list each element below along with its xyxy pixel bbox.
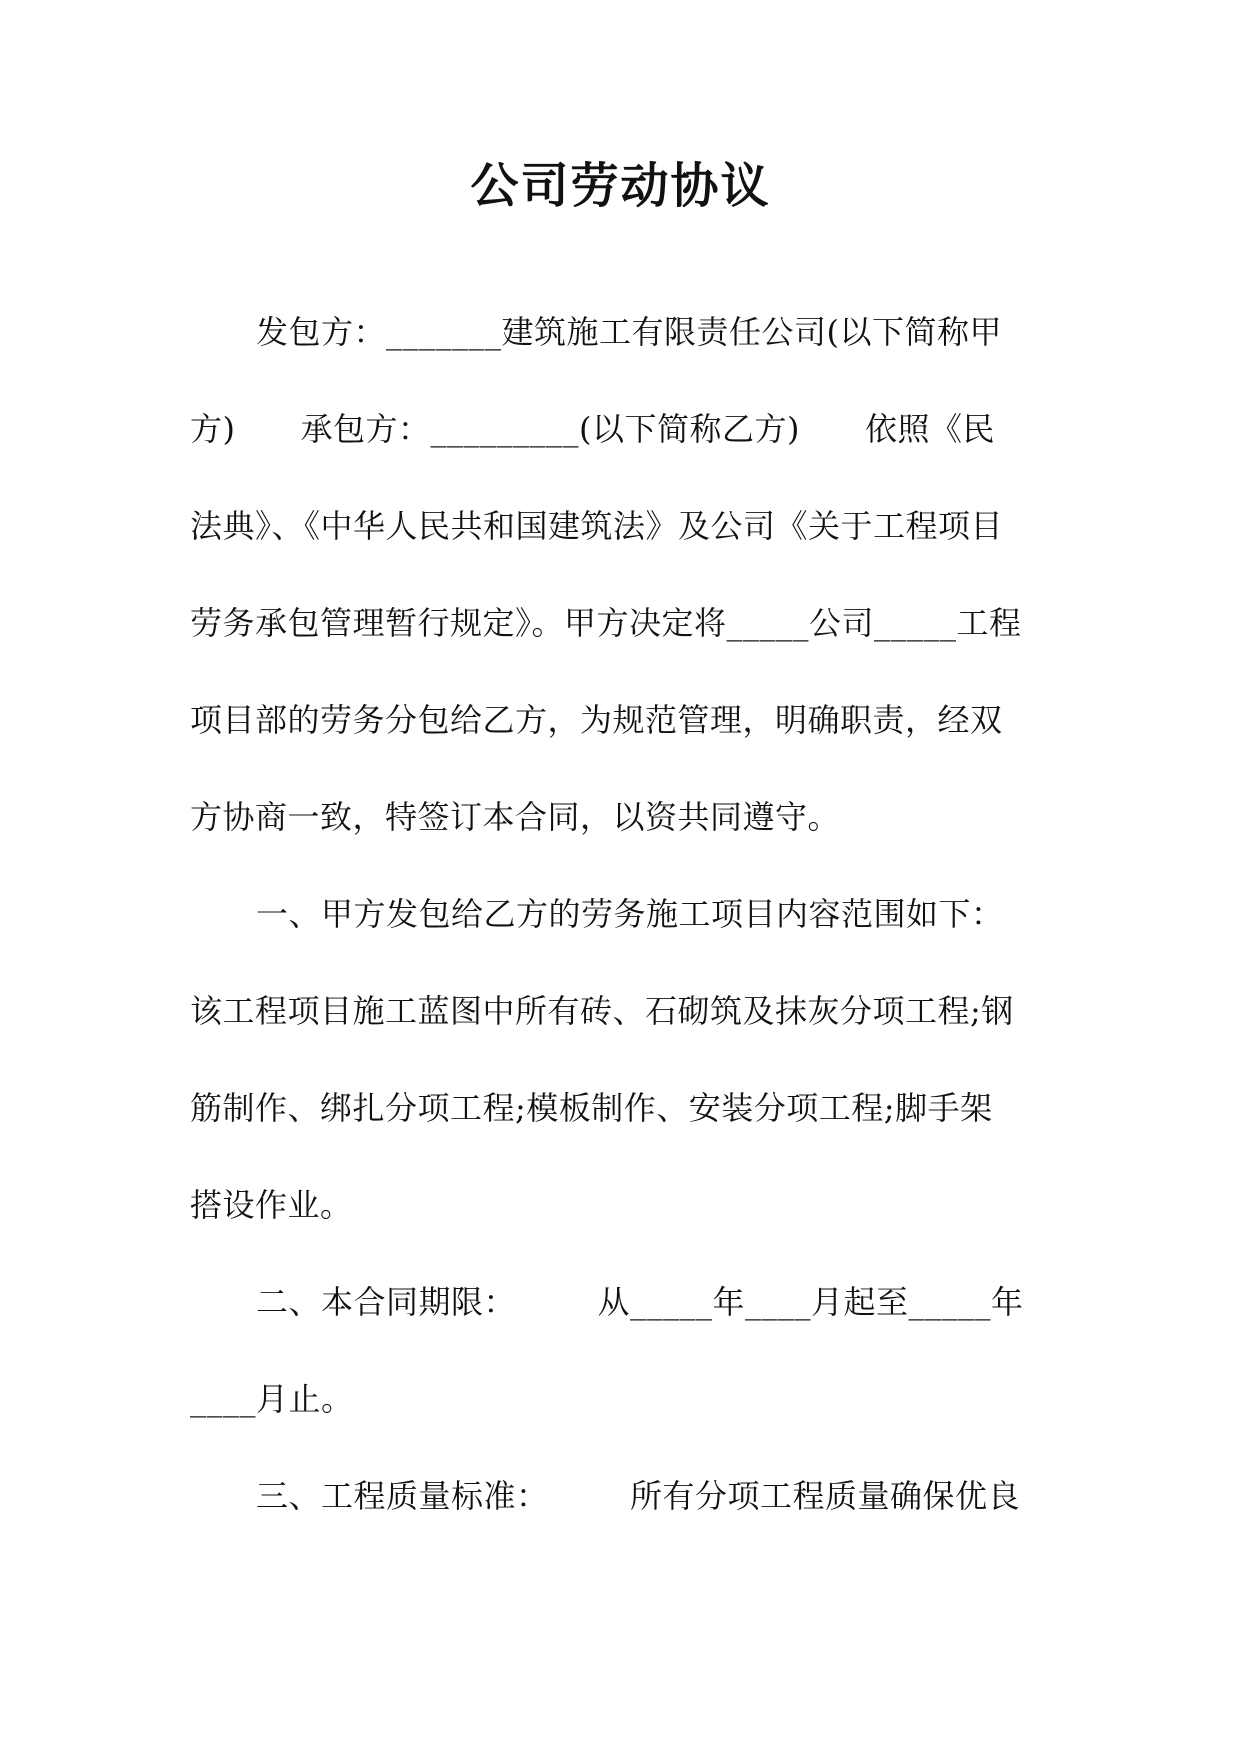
paragraph-line: 项目部的劳务分包给乙方，为规范管理，明确职责，经双: [190, 701, 1003, 739]
paragraph-line: 筋制作、绑扎分项工程;模板制作、安装分项工程;脚手架: [190, 1089, 993, 1127]
paragraph-line: 劳务承包管理暂行规定》。甲方决定将_____公司_____工程: [190, 604, 1022, 642]
paragraph-line: 法典》、《中华人民共和国建筑法》及公司《关于工程项目: [190, 507, 1004, 545]
document-title: 公司劳动协议: [470, 158, 771, 214]
paragraph-line: 方协商一致，特签订本合同，以资共同遵守。: [190, 798, 841, 836]
paragraph-line: 发包方：_______建筑施工有限责任公司(以下简称甲: [256, 313, 1002, 351]
paragraph-line: 搭设作业。: [190, 1186, 353, 1224]
section-heading-1: 一、甲方发包给乙方的劳务施工项目内容范围如下：: [256, 895, 1004, 933]
paragraph-line: ____月止。: [190, 1380, 354, 1418]
section-heading-3: 三、工程质量标准： 所有分项工程质量确保优良: [256, 1477, 1021, 1515]
paragraph-line: 该工程项目施工蓝图中所有砖、石砌筑及抹灰分项工程;钢: [190, 992, 1014, 1030]
paragraph-line: 方) 承包方：_________(以下简称乙方) 依照《民: [190, 410, 995, 448]
section-heading-2: 二、本合同期限： 从_____年____月起至_____年: [256, 1283, 1024, 1321]
